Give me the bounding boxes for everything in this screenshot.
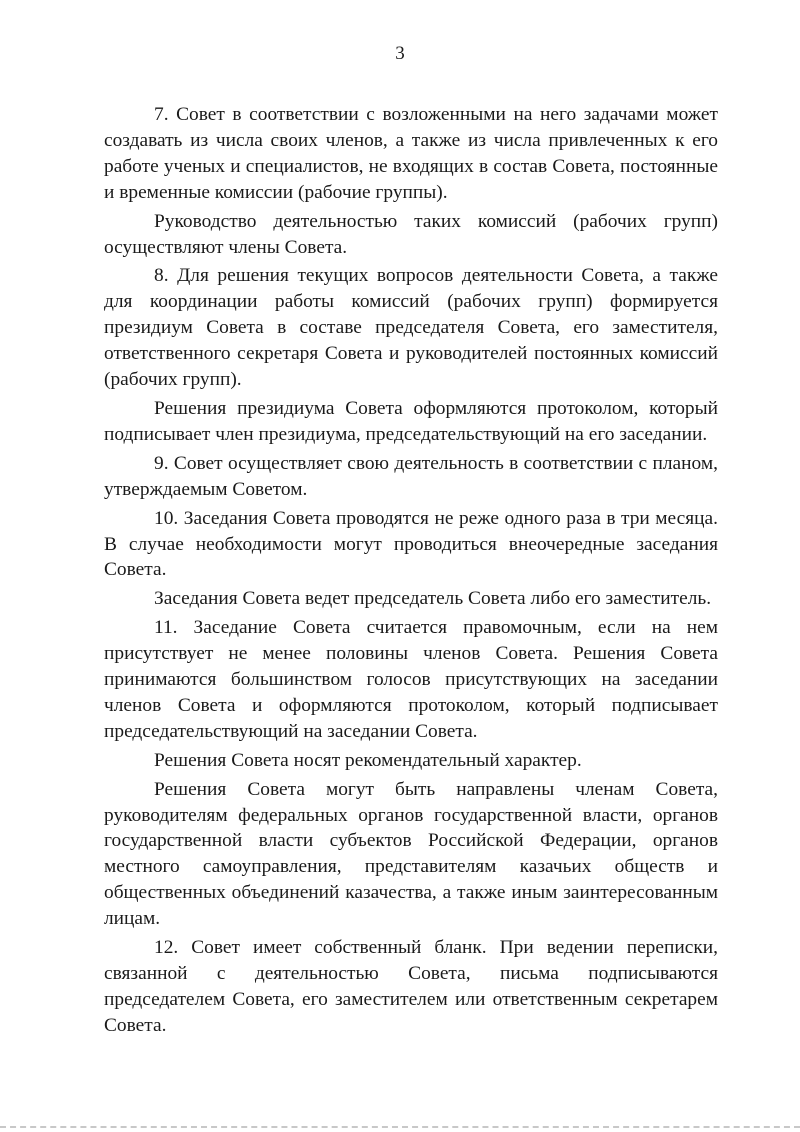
document-body [104, 102, 718, 1042]
paragraph-8: 8. Для решения текущих вопросов деятельности Совета, а также для координации работы комиссий (рабочих групп) формируется президиум Совета в составе председателя Совета, его заместителя, ответственного секретаря Совета и руководителей постоянных комиссий (рабочих групп). [104, 265, 718, 391]
paragraph-11-distribution: Решения Совета могут быть направлены членам Совета, руководителям федеральных органов государственной власти, органов государственной власти субъектов Российской Федерации, органов местного самоуправления, представителям казачьих обществ и общественных объединений казачества, а также иным заинтересованным лицам. [104, 778, 718, 930]
paragraph-11-recommendatory: Решения Совета носят рекомендательный характер. [154, 749, 582, 771]
paragraph-7: 7. Совет в соответствии с возложенными на него задачами может создавать из числа своих членов, а также из числа привлеченных к его работе ученых и специалистов, не входящих в состав Совета, постоянные и временные комиссии (рабочие группы). [104, 104, 718, 203]
paragraph-7-commissions-leadership: Руководство деятельностью таких комиссий (рабочих групп) осуществляют члены Совета. [104, 210, 718, 258]
paragraph-12: 12. Совет имеет собственный бланк. При ведении переписки, связанной с деятельностью Совета, письма подписываются председателем Совета, его заместителем или ответственным секретарем Совета. [104, 937, 718, 1036]
paragraph-10-meetings-chair: Заседания Совета ведет председатель Совета либо его заместитель. [154, 588, 712, 610]
paragraph-8-presidium-decisions: Решения президиума Совета оформляются протоколом, который подписывает член президиума, председательствующий на его заседании. [104, 397, 718, 445]
paragraph-11: 11. Заседание Совета считается правомочным, если на нем присутствует не менее половины членов Совета. Решения Совета принимаются большинством голосов присутствующих на заседании членов Совета и оформляются протоколом, который подписывает председательствующий на заседании Совета. [104, 617, 718, 742]
paragraph-10: 10. Заседания Совета проводятся не реже одного раза в три месяца. В случае необходимости могут проводиться внеочередные заседания Совета. [104, 507, 718, 581]
page-number: 3 [395, 43, 405, 64]
paragraph-9: 9. Совет осуществляет свою деятельность в соответствии с планом, утверждаемым Советом. [104, 452, 718, 500]
scan-edge-line [0, 1126, 800, 1128]
